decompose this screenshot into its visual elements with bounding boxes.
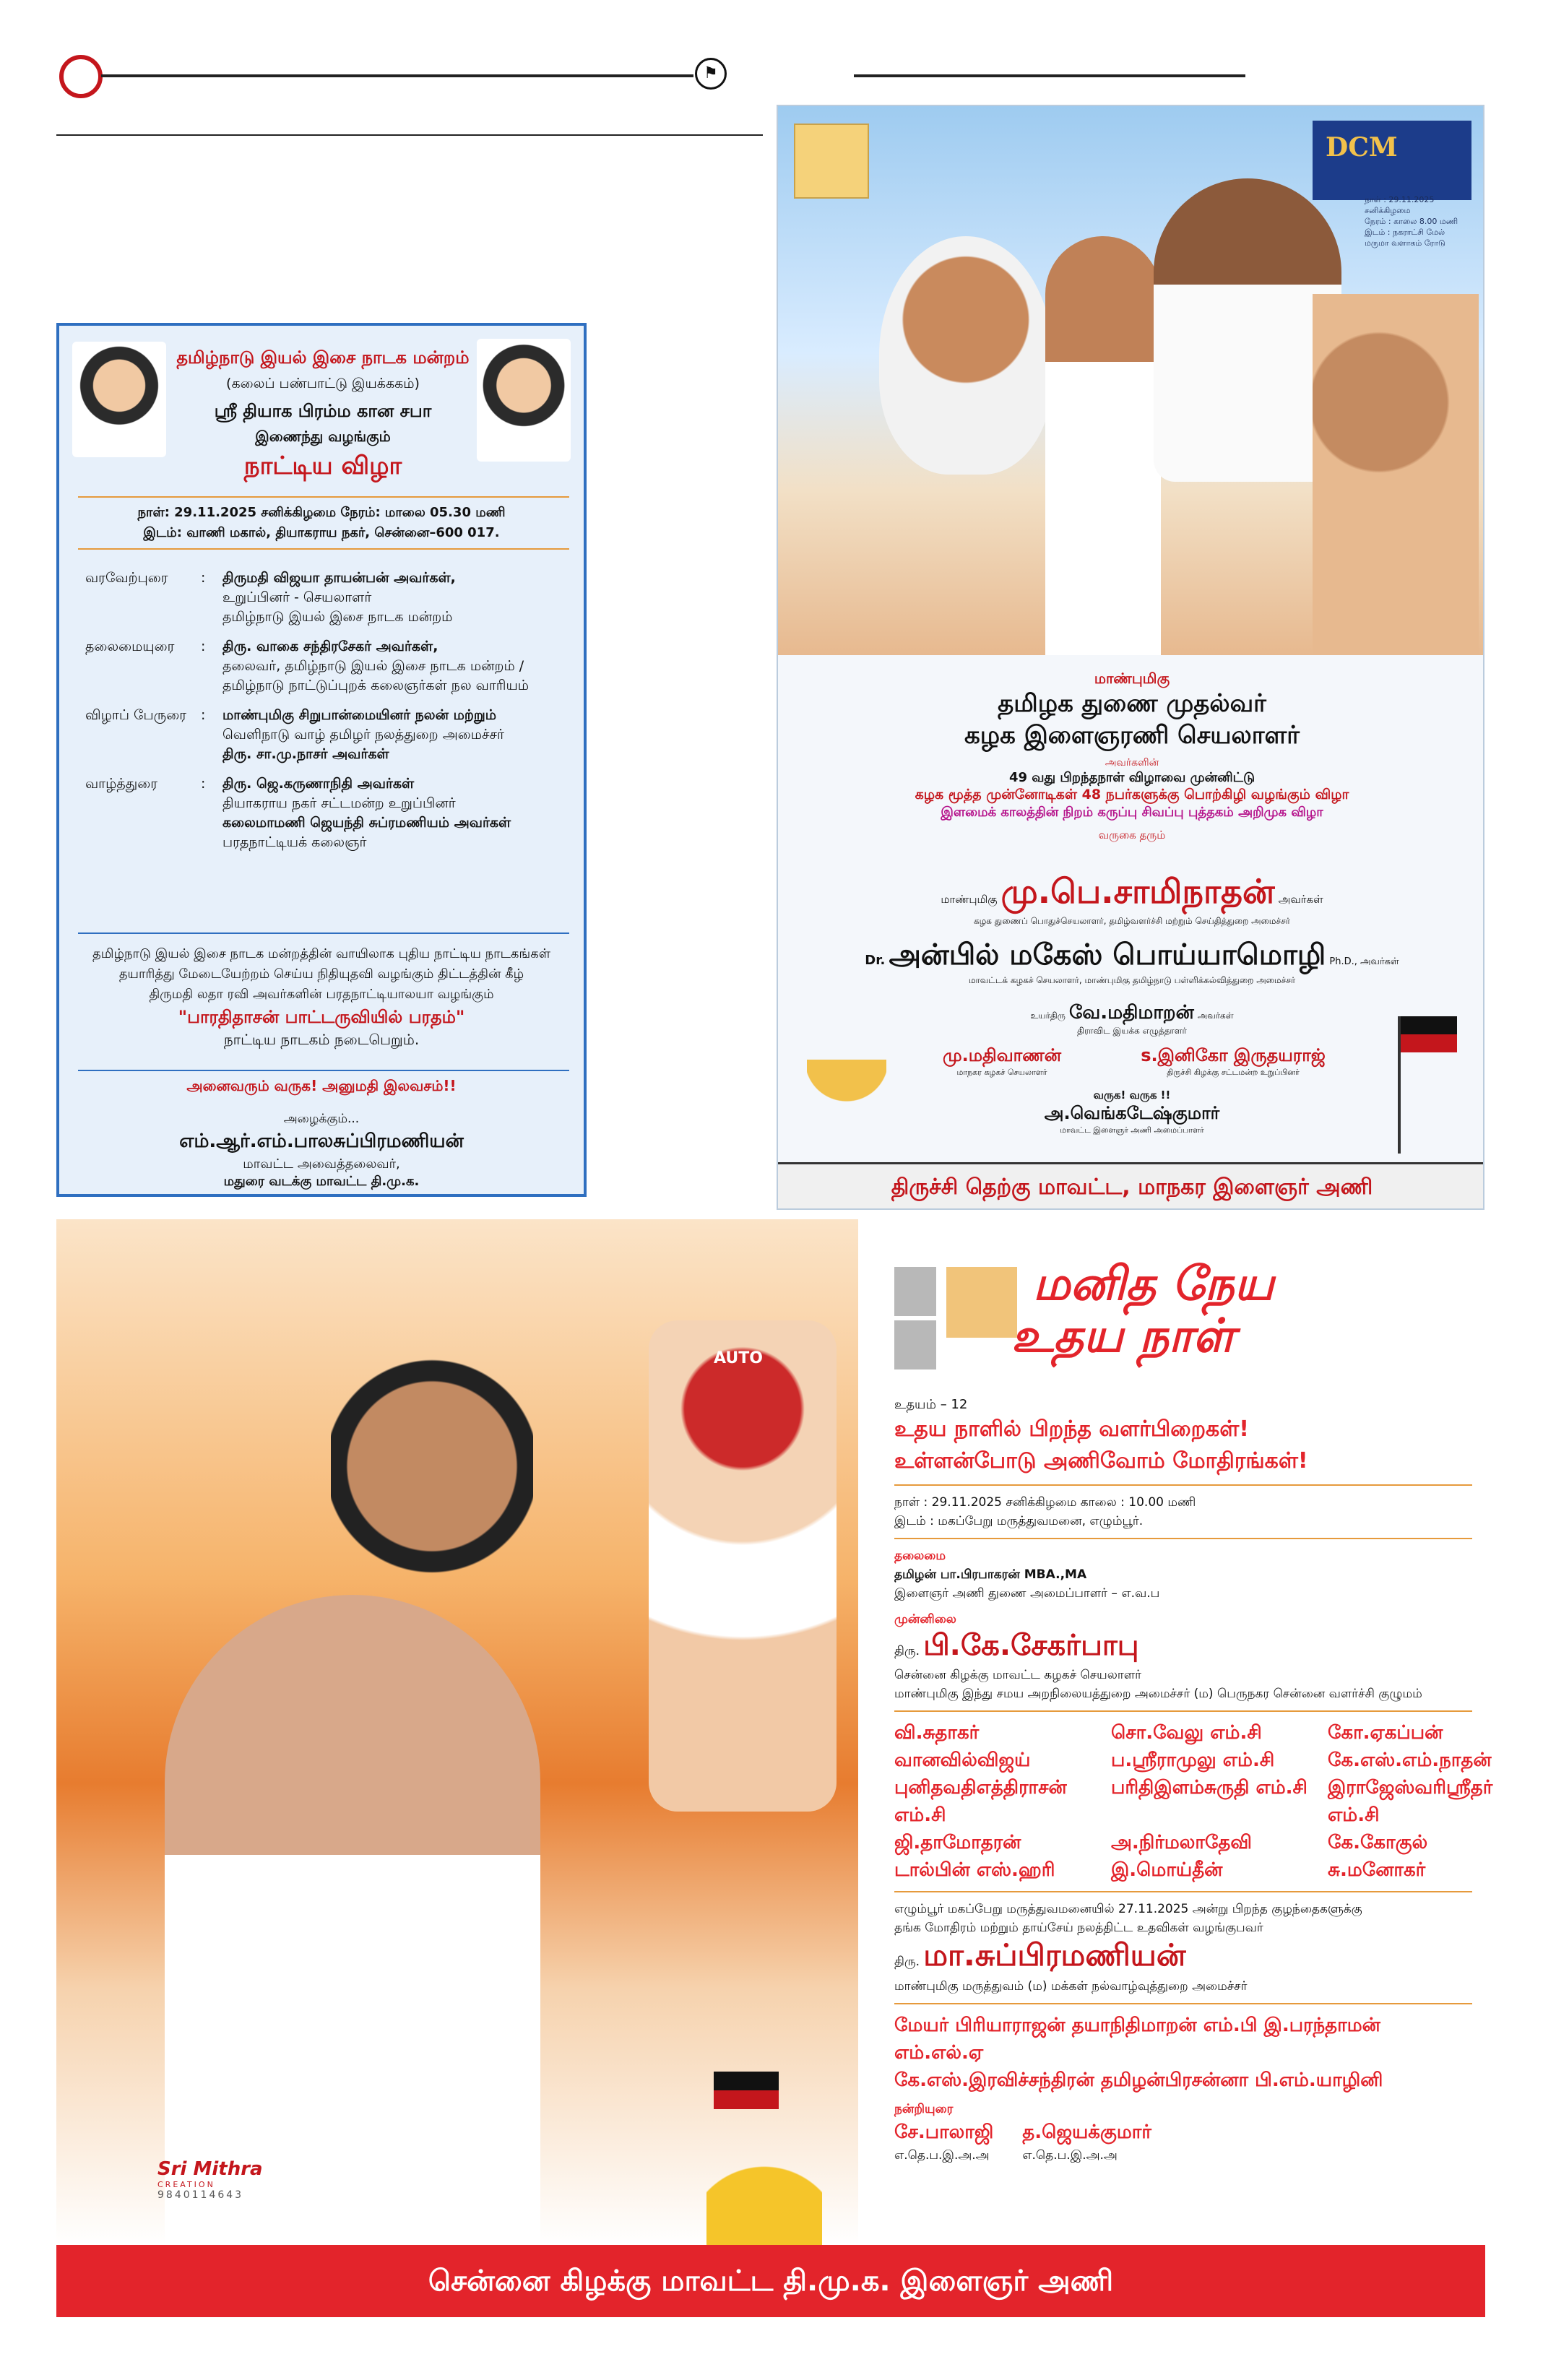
vip1-name: மு.பெ.சாமிநாதன் bbox=[1000, 872, 1275, 911]
committee-member: கோ.ஏகப்பன் bbox=[1328, 1722, 1443, 1744]
invitation-body bbox=[778, 655, 1484, 1175]
colon-separator: : bbox=[201, 639, 206, 654]
jointly-text: இணைந்து வழங்கும் bbox=[255, 428, 391, 445]
crowd-figure-right bbox=[1313, 294, 1479, 655]
program-line: திரு. வாகை சந்திரசேகர் அவர்கள், bbox=[222, 639, 438, 654]
party-flag-red bbox=[714, 2090, 779, 2109]
vip2-role: மாவட்டக் கழகச் செயலாளர், மாண்புமிகு தமிழ்நாடு பள்ளிக்கல்வித்துறை அமைச்சர் bbox=[968, 975, 1296, 985]
program-line: திரு. சா.மு.நாசர் அவர்கள் bbox=[222, 746, 389, 762]
program-row bbox=[85, 637, 562, 696]
org-title: தமிழ்நாடு இயல் இசை நாடக மன்றம் bbox=[176, 347, 470, 368]
studio-name: Sri Mithra bbox=[157, 2158, 263, 2180]
divider bbox=[78, 496, 569, 498]
program-role-label: தலைமையுரை bbox=[85, 639, 175, 654]
committee-member: ப.ஸ்ரீராமுலு எம்.சி bbox=[1111, 1749, 1275, 1771]
title-line-1: தமிழக துணை முதல்வர் bbox=[998, 689, 1266, 718]
guest-row-1: மேயர் பிரியாராஜன் தயாநிதிமாறன் எம்.பி இ.பரந்தாமன் எம்.எல்.ஏ bbox=[894, 2015, 1380, 2064]
divider-ad3 bbox=[894, 1484, 1472, 1486]
program-role-label: வாழ்த்துரை bbox=[85, 776, 158, 792]
committee-member: அ.நிர்மலாதேவி bbox=[1111, 1832, 1252, 1853]
headline-1: உதய நாளில் பிறந்த வளர்பிறைகள்! bbox=[894, 1416, 1249, 1442]
natya-vizha-ad bbox=[56, 323, 587, 1197]
invite-word: அவர்களின் bbox=[1105, 757, 1159, 769]
presider-role: இளைஞர் அணி துணை அமைப்பாளர் – எ.வ.ப bbox=[894, 1586, 1160, 1601]
committee-member: இ.மொய்தீன் bbox=[1111, 1859, 1223, 1881]
leader-figure-holding bbox=[331, 1349, 533, 1609]
venue-line: இடம்: வாணி மகால், தியாகராய நகர், சென்னை–600 017. bbox=[143, 525, 500, 540]
program-line: பரதநாட்டியக் கலைஞர் bbox=[222, 834, 367, 850]
sabha-name: ஸ்ரீ தியாக பிரம்ம கான சபா bbox=[214, 401, 432, 421]
divider-ad3-2 bbox=[894, 1538, 1472, 1539]
lead-prefix: திரு. bbox=[894, 1644, 920, 1658]
leader-thumb-3 bbox=[894, 1320, 936, 1369]
leader-thumb-1 bbox=[894, 1267, 936, 1316]
cap-text: AUTO bbox=[714, 1349, 763, 1367]
program-line: வெளிநாடு வாழ் தமிழர் நலத்துறை அமைச்சர் bbox=[222, 727, 504, 743]
host-name: அ.வெங்கடேஷ்குமார் bbox=[1044, 1103, 1220, 1123]
vip2-prefix: Dr. bbox=[865, 953, 886, 968]
guest-row-2: கே.எஸ்.இரவிச்சந்திரன் தமிழன்பிரசன்னா பி.எம்.யாழினி bbox=[894, 2069, 1383, 2091]
poster-artwork-2 bbox=[56, 1219, 858, 2245]
occasion-line-3: இளமைக் காலத்தின் நிறம் கருப்பு சிவப்பு புத்தகம் அறிமுக விழா bbox=[941, 805, 1323, 820]
program-line: தலைவர், தமிழ்நாடு இயல் இசை நாடக மன்றம் / bbox=[222, 658, 524, 674]
program-row bbox=[85, 706, 562, 764]
vip1-role: கழக துணைப் பொதுச்செயலாளர், தமிழ்வளர்ச்சி மற்றும் செய்தித்துறை அமைச்சர் bbox=[973, 916, 1291, 926]
lead-role-1: சென்னை கிழக்கு மாவட்ட கழகச் செயலாளர் bbox=[894, 1668, 1141, 1682]
vip5-name: s.இனிகோ இருதயராஜ் bbox=[1141, 1045, 1326, 1065]
date-line: நாள்: 29.11.2025 சனிக்கிழமை நேரம்: மாலை 05.30 மணி bbox=[137, 505, 506, 520]
vip1-suffix: அவர்கள் bbox=[1278, 893, 1323, 906]
program-line: தமிழ்நாடு நாட்டுப்புறக் கலைஞர்கள் நல வாரியம் bbox=[222, 678, 530, 693]
colon-separator: : bbox=[201, 776, 206, 792]
series-label: உதயம் – 12 bbox=[894, 1397, 968, 1412]
leaders-photo-thumb bbox=[794, 124, 869, 199]
lead-label: முன்னிலை bbox=[894, 1612, 956, 1627]
committee-member: இராஜேஸ்வரிஸ்ரீதர் எம்.சி bbox=[1328, 1777, 1493, 1826]
party-flag-black bbox=[714, 2072, 779, 2090]
vip2-name: அன்பில் மகேஸ் பொய்யாமொழி bbox=[889, 938, 1326, 972]
thanks-name-2: த.ஜெயக்குமார் bbox=[1022, 2121, 1151, 2143]
giver-prefix: திரு. bbox=[894, 1955, 920, 1969]
vip3-prefix: உயர்திரு bbox=[1030, 1011, 1066, 1021]
vip4-role: மாநகர கழகச் செயலாளர் bbox=[956, 1068, 1047, 1077]
presiding-label-3: தலைமை bbox=[894, 1549, 946, 1563]
presider-name: தமிழன் பா.பிரபாகரன் MBA.,MA bbox=[894, 1567, 1087, 1582]
vip2-suffix: Ph.D., அவர்கள் bbox=[1329, 956, 1399, 967]
colon-separator: : bbox=[201, 570, 206, 586]
names-grid bbox=[894, 1719, 1493, 1884]
para-line-3: திருமதி லதா ரவி அவர்களின் பரதநாட்டியாலயா வழங்கும் bbox=[149, 987, 494, 1002]
org-subtitle: (கலைப் பண்பாட்டு இயக்ககம்) bbox=[226, 376, 420, 391]
para-line-1: தமிழ்நாடு இயல் இசை நாடக மன்றத்தின் வாயிலாக புதிய நாட்டிய நாடகங்கள் bbox=[92, 946, 550, 961]
event-title: நாட்டிய விழா bbox=[243, 451, 402, 480]
presiding-label: வருகை தரும் bbox=[1098, 828, 1166, 841]
program-line: திரு. ஜெ.கருணாநிதி அவர்கள் bbox=[222, 776, 415, 792]
header-rule bbox=[101, 74, 693, 77]
host-role: மாவட்ட இளைஞர் அணி அமைப்பாளர் bbox=[1060, 1125, 1204, 1135]
ad3-title-2: உதய நாள் bbox=[1011, 1310, 1235, 1363]
committee-member: ஜி.தாமோதரன் bbox=[894, 1832, 1021, 1853]
divider-ad3-4 bbox=[894, 1891, 1472, 1892]
occasion-line-2: கழக மூத்த முன்னோடிகள் 48 நபர்களுக்கு பொற்கிழி வழங்கும் விழா bbox=[915, 787, 1349, 802]
ad2-welcome: வருக! வருக !! bbox=[1093, 1089, 1171, 1102]
inviter-name: எம்.ஆர்.எம்.பாலசுப்பிரமணியன் bbox=[179, 1130, 464, 1152]
ad3-footer: சென்னை கிழக்கு மாவட்ட தி.மு.க. இளைஞர் அணி bbox=[428, 2264, 1114, 2298]
giver-role: மாண்புமிகு மருத்துவம் (ம) மக்கள் நல்வாழ்வுத்துறை அமைச்சர் bbox=[894, 1979, 1248, 1994]
flag-bearer-icon bbox=[1385, 1016, 1464, 1161]
leader-figure-front bbox=[1045, 236, 1161, 655]
studio-phone: 9840114643 bbox=[157, 2189, 244, 2201]
column-rule bbox=[56, 134, 763, 136]
poster-artwork bbox=[778, 106, 1484, 655]
vip1-prefix: மாண்புமிகு bbox=[941, 893, 998, 906]
committee-member: வி.சுதாகர் bbox=[894, 1722, 980, 1744]
dcm-logo-box bbox=[1313, 121, 1471, 200]
crowd-figure-left bbox=[879, 236, 1053, 475]
leader-figure-seated bbox=[165, 1595, 540, 2245]
headline-2: உள்ளன்போடு அணிவோம் மோதிரங்கள்! bbox=[894, 1448, 1308, 1474]
divider-ad3-3 bbox=[894, 1710, 1472, 1712]
leader-thumb-2 bbox=[946, 1267, 1017, 1338]
thanks-name-1: சே.பாலாஜி bbox=[894, 2121, 994, 2143]
dcm-logo: DCM bbox=[1326, 132, 1398, 163]
program-line: திருமதி விஜயா தாயன்பன் அவர்கள், bbox=[222, 570, 456, 586]
vip5-role: திருச்சி கிழக்கு சட்டமன்ற உறுப்பினர் bbox=[1167, 1068, 1300, 1077]
divider-ad3-5 bbox=[894, 2003, 1472, 2004]
ad3-date: நாள் : 29.11.2025 சனிக்கிழமை காலை : 10.00 மணி bbox=[894, 1495, 1196, 1510]
para-line-4: நாட்டிய நாடகம் நடைபெறும். bbox=[223, 1031, 420, 1048]
program-line: உறுப்பினர் - செயலாளர் bbox=[222, 589, 372, 605]
thanks-role-2: எ.தெ.ப.இ.அ.அ bbox=[1022, 2148, 1118, 2163]
committee-member: கே.கோகுல் bbox=[1328, 1832, 1428, 1853]
trichy-birthday-ad bbox=[777, 105, 1484, 1210]
program-row bbox=[85, 568, 562, 627]
inviter-role-1: மாவட்ட அவைத்தலைவர், bbox=[243, 1156, 400, 1172]
baby-figure bbox=[649, 1320, 837, 1812]
note-line-2: தங்க மோதிரம் மற்றும் தாய்சேய் நலத்திட்ட உதவிகள் வழங்குபவர் bbox=[894, 1921, 1263, 1935]
elephant-logo-icon: ⚑ bbox=[695, 58, 727, 90]
committee-member: டால்பின் எஸ்.ஹரி bbox=[894, 1859, 1055, 1881]
honorific: மாண்புமிகு bbox=[1094, 670, 1170, 687]
divider-4 bbox=[78, 1070, 569, 1071]
committee-member: புனிதவதிஎத்திராசன் எம்.சி bbox=[894, 1777, 1067, 1826]
ad3-venue: இடம் : மகப்பேறு மருத்துவமனை, எழும்பூர். bbox=[894, 1514, 1144, 1528]
inviting-label: அழைக்கும்... bbox=[283, 1112, 360, 1126]
header-rule-right bbox=[854, 74, 1245, 77]
rising-sun-icon bbox=[807, 1060, 886, 1132]
ad2-footer-band bbox=[778, 1162, 1484, 1210]
divider-3 bbox=[78, 932, 569, 934]
vip3-suffix: அவர்கள் bbox=[1197, 1011, 1234, 1021]
para-line-2: தயாரித்து மேடையேற்றம் செய்ய நிதியுதவி வழங்கும் திட்டத்தின் கீழ் bbox=[118, 966, 524, 982]
committee-member: வானவில்விஜய் bbox=[894, 1749, 1031, 1771]
program-role-label: வரவேற்புரை bbox=[85, 570, 168, 586]
vip3-role: திராவிட இயக்க எழுத்தாளர் bbox=[1077, 1026, 1187, 1036]
drama-title: "பாரதிதாசன் பாட்டருவியில் பரதம்" bbox=[178, 1007, 465, 1027]
note-line-1: எழும்பூர் மகப்பேறு மருத்துவமனையில் 27.11.2025 அன்று பிறந்த குழந்தைகளுக்கு bbox=[894, 1902, 1362, 1916]
ad2-date: நாள் : 29.11.2025 சனிக்கிழமை bbox=[1365, 195, 1435, 215]
ad2-footer: திருச்சி தெற்கு மாவட்ட, மாநகர இளைஞர் அணி bbox=[891, 1174, 1373, 1200]
leader-portrait-right bbox=[477, 339, 571, 462]
studio-sub: CREATION bbox=[157, 2180, 215, 2189]
ad3-footer-band bbox=[56, 2245, 1485, 2317]
inviter-role-2: மதுரை வடக்கு மாவட்ட தி.மு.க. bbox=[223, 1174, 420, 1189]
committee-member: சொ.வேலு எம்.சி bbox=[1111, 1722, 1262, 1744]
program-line: தமிழ்நாடு இயல் இசை நாடக மன்றம் bbox=[222, 609, 453, 625]
program-list bbox=[85, 568, 562, 862]
colon-separator: : bbox=[201, 707, 206, 723]
ad3-title-1: மனித நேய bbox=[1033, 1258, 1274, 1311]
committee-member: கே.எஸ்.எம்.நாதன் bbox=[1328, 1749, 1492, 1771]
vip3-name: வே.மதிமாறன் bbox=[1068, 1002, 1194, 1024]
thanks-role-1: எ.தெ.ப.இ.அ.அ bbox=[894, 2148, 990, 2163]
lead-name: பி.கே.சேகர்பாபு bbox=[923, 1629, 1139, 1662]
program-line: மாண்புமிகு சிறுபான்மையினர் நலன் மற்றும் bbox=[222, 707, 497, 723]
program-role-label: விழாப் பேருரை bbox=[85, 707, 187, 723]
committee-member: சு.மனோகர் bbox=[1328, 1859, 1426, 1881]
giver-name: மா.சுப்பிரமணியன் bbox=[923, 1937, 1186, 1973]
udhaya-naal-ad bbox=[56, 1219, 1493, 2317]
divider-2 bbox=[78, 548, 569, 550]
program-row bbox=[85, 774, 562, 852]
ad2-venue-2: மருமா வளாகம் ரோடு bbox=[1365, 238, 1445, 248]
page-marker-circle bbox=[59, 55, 103, 98]
welcome-text: அனைவரும் வருக! அனுமதி இலவசம்!! bbox=[186, 1077, 457, 1094]
occasion-line-1: 49 வது பிறந்தநாள் விழாவை முன்னிட்டு bbox=[1008, 770, 1255, 785]
program-line: தியாகராய நகர் சட்டமன்ற உறுப்பினர் bbox=[222, 795, 456, 811]
ad2-time: நேரம் : காலை 8.00 மணி bbox=[1365, 217, 1458, 226]
ad2-venue-1: இடம் : நகராட்சி மேல் bbox=[1365, 228, 1445, 237]
lead-role-2: மாண்புமிகு இந்து சமய அறநிலையத்துறை அமைச்சர் (ம) பெருநகர சென்னை வளர்ச்சி குழுமம் bbox=[894, 1687, 1422, 1701]
vip4-name: மு.மதிவாணன் bbox=[942, 1045, 1062, 1065]
studio-signature bbox=[157, 2158, 263, 2201]
title-line-2: கழக இளைஞரணி செயலாளர் bbox=[964, 721, 1300, 750]
committee-member: பரிதிஇளம்சுருதி எம்.சி bbox=[1111, 1777, 1308, 1799]
program-line: கலைமாமணி ஜெயந்தி சுப்ரமணியம் அவர்கள் bbox=[222, 815, 511, 831]
leader-portrait-left bbox=[72, 342, 166, 457]
thanks-label: நன்றியுரை bbox=[894, 2102, 954, 2116]
rising-sun-emblem-icon bbox=[706, 2129, 822, 2245]
